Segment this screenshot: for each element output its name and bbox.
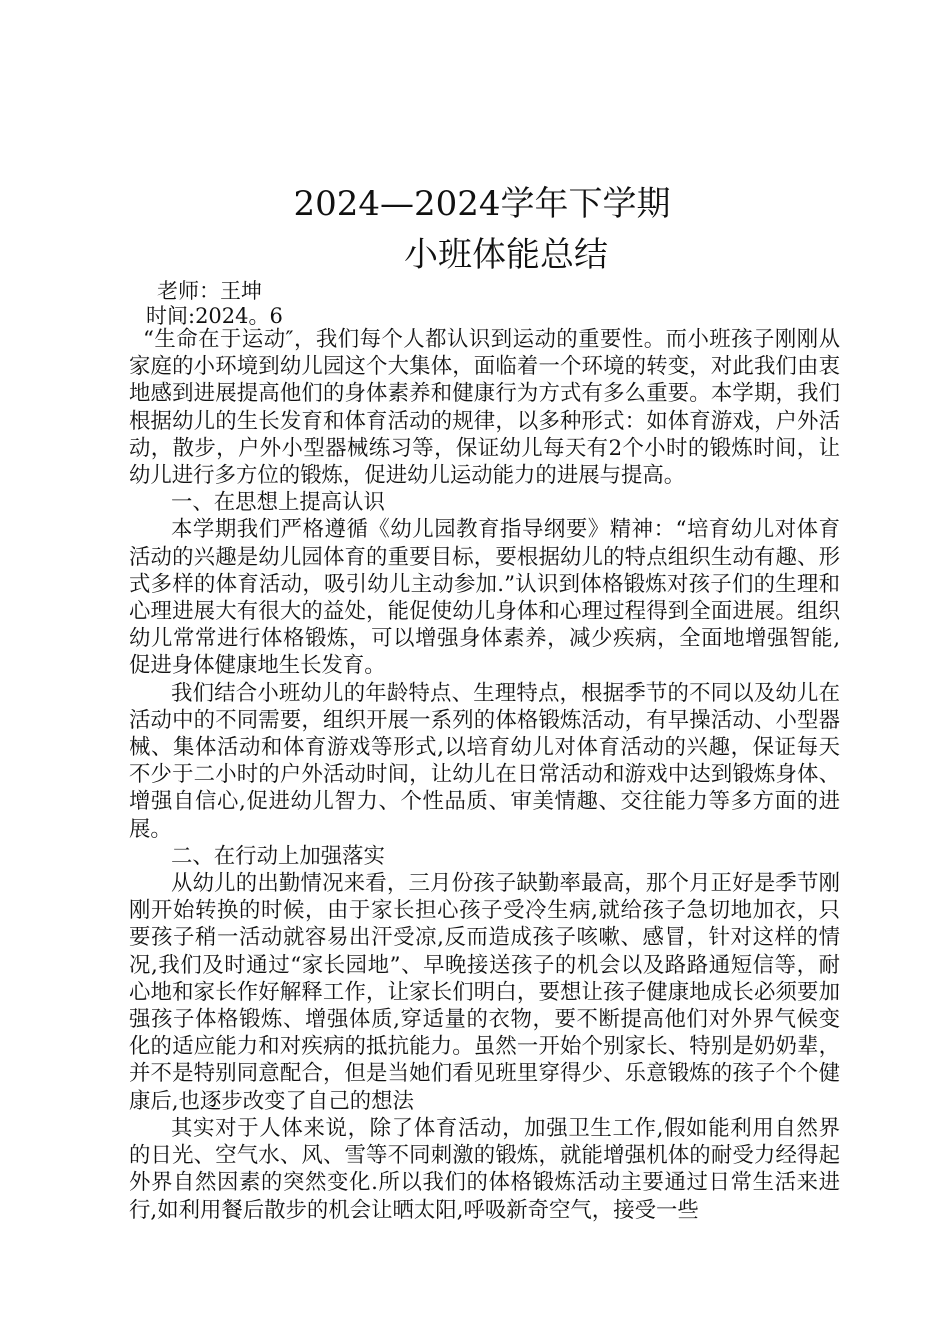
body-paragraph: 其实对于人体来说，除了体育活动，加强卫生工作,假如能利用自然界的日光、空气水、风、雪等不同刺激的锻炼，就能增强机体的耐受力经得起外界自然因素的突然变化.所以我们的体格锻炼活动主要通过日常生活来进行,如利用餐后散步的机会让晒太阳,呼吸新奇空气，接受一些 [129,1115,840,1223]
document-subtitle: 小班体能总结 [404,235,608,275]
section-heading-2: 二、在行动上加强落实 [171,843,385,869]
date-line: 时间:2024。6 [146,304,283,328]
body-paragraph: 从幼儿的出勤情况来看，三月份孩子缺勤率最高，那个月正好是季节刚刚开始转换的时候，由于家长担心孩子受冷生病,就给孩子急切地加衣，只要孩子稍一活动就容易出汗受凉,反而造成孩子咳嗽、感冒，针对这样的情况,我们及时通过“家长园地”、早晚接送孩子的机会以及路路通短信等，耐心地和家长作好解释工作，让家长们明白，要想让孩子健康地成长必须要加强孩子体格锻炼、增强体质,穿适量的衣物，要不断提高他们对外界气候变化的适应能力和对疾病的抵抗能力。虽然一开始个别家长、特别是奶奶辈，并不是特别同意配合，但是当她们看见班里穿得少、乐意锻炼的孩子个个健康后,也逐步改变了自己的想法 [129,871,840,1114]
teacher-line: 老师：王坤 [157,279,262,303]
intro-paragraph: “生命在于运动″，我们每个人都认识到运动的重要性。而小班孩子刚刚从家庭的小环境到幼儿园这个大集体，面临着一个环境的转变，对此我们由衷地感到进展提高他们的身体素养和健康行为方式有多么重要。本学期，我们根据幼儿的生长发育和体育活动的规律，以多种形式：如体育游戏，户外活动，散步，户外小型器械练习等，保证幼儿每天有2个小时的锻炼时间，让幼儿进行多方位的锻炼，促进幼儿运动能力的进展与提高。 [129,327,840,489]
body-paragraph: 本学期我们严格遵循《幼儿园教育指导纲要》精神：“培育幼儿对体育活动的兴趣是幼儿园体育的重要目标，要根据幼儿的特点组织生动有趣、形式多样的体育活动，吸引幼儿主动参加.”认识到体格锻炼对孩子们的生理和心理进展大有很大的益处，能促使幼儿身体和心理过程得到全面进展。组织幼儿常常进行体格锻炼，可以增强身体素养，减少疾病，全面地增强智能,促进身体健康地生长发育。 [129,517,840,679]
body-paragraph: 我们结合小班幼儿的年龄特点、生理特点，根据季节的不同以及幼儿在活动中的不同需要，组织开展一系列的体格锻炼活动，有早操活动、小型器械、集体活动和体育游戏等形式,以培育幼儿对体育活动的兴趣，保证每天不少于二小时的户外活动时间，让幼儿在日常活动和游戏中达到锻炼身体、增强自信心,促进幼儿智力、个性品质、审美情趣、交往能力等多方面的进展。 [129,680,840,842]
document-title: 2024—2024学年下学期 [293,184,671,224]
section-heading-1: 一、在思想上提高认识 [171,490,385,516]
document-body [129,326,840,1224]
